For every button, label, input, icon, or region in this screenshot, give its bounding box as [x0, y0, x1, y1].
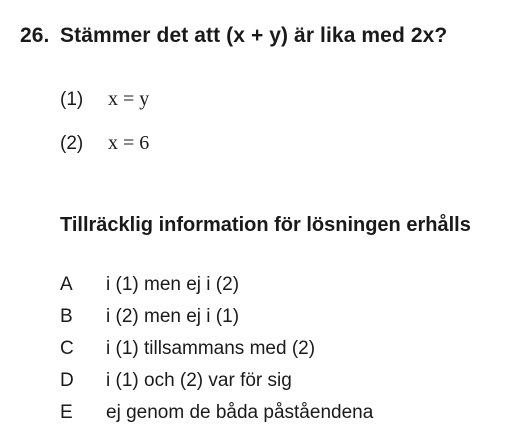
option-letter: E	[60, 402, 73, 423]
question-heading	[20, 24, 447, 48]
statement-expression: x = 6	[108, 132, 150, 154]
statement-label: (2)	[60, 133, 84, 154]
statement-1	[60, 88, 149, 111]
option-letter: B	[60, 306, 73, 327]
statement-label: (1)	[60, 89, 84, 110]
answer-option-a[interactable]	[60, 269, 373, 301]
answer-option-c[interactable]	[60, 333, 373, 365]
option-text: i (1) men ej i (2)	[106, 274, 240, 295]
sufficiency-prompt: Tillräcklig information för lösningen erhålls	[60, 214, 471, 236]
option-text: i (2) men ej i (1)	[106, 306, 240, 327]
statement-2	[60, 132, 149, 155]
option-letter: A	[60, 274, 73, 295]
answer-option-b[interactable]	[60, 301, 373, 333]
option-text: i (1) och (2) var för sig	[106, 370, 292, 391]
question-text: Stämmer det att (x + y) är lika med 2x?	[60, 24, 448, 47]
question-number: 26.	[20, 24, 50, 47]
option-letter: D	[60, 370, 74, 391]
option-letter: C	[60, 338, 74, 359]
option-text: ej genom de båda påståendena	[106, 402, 374, 423]
answer-option-e[interactable]	[60, 397, 373, 429]
answer-option-d[interactable]	[60, 365, 373, 397]
option-text: i (1) tillsammans med (2)	[106, 338, 316, 359]
statement-expression: x = y	[108, 88, 150, 110]
answer-options	[60, 269, 373, 429]
